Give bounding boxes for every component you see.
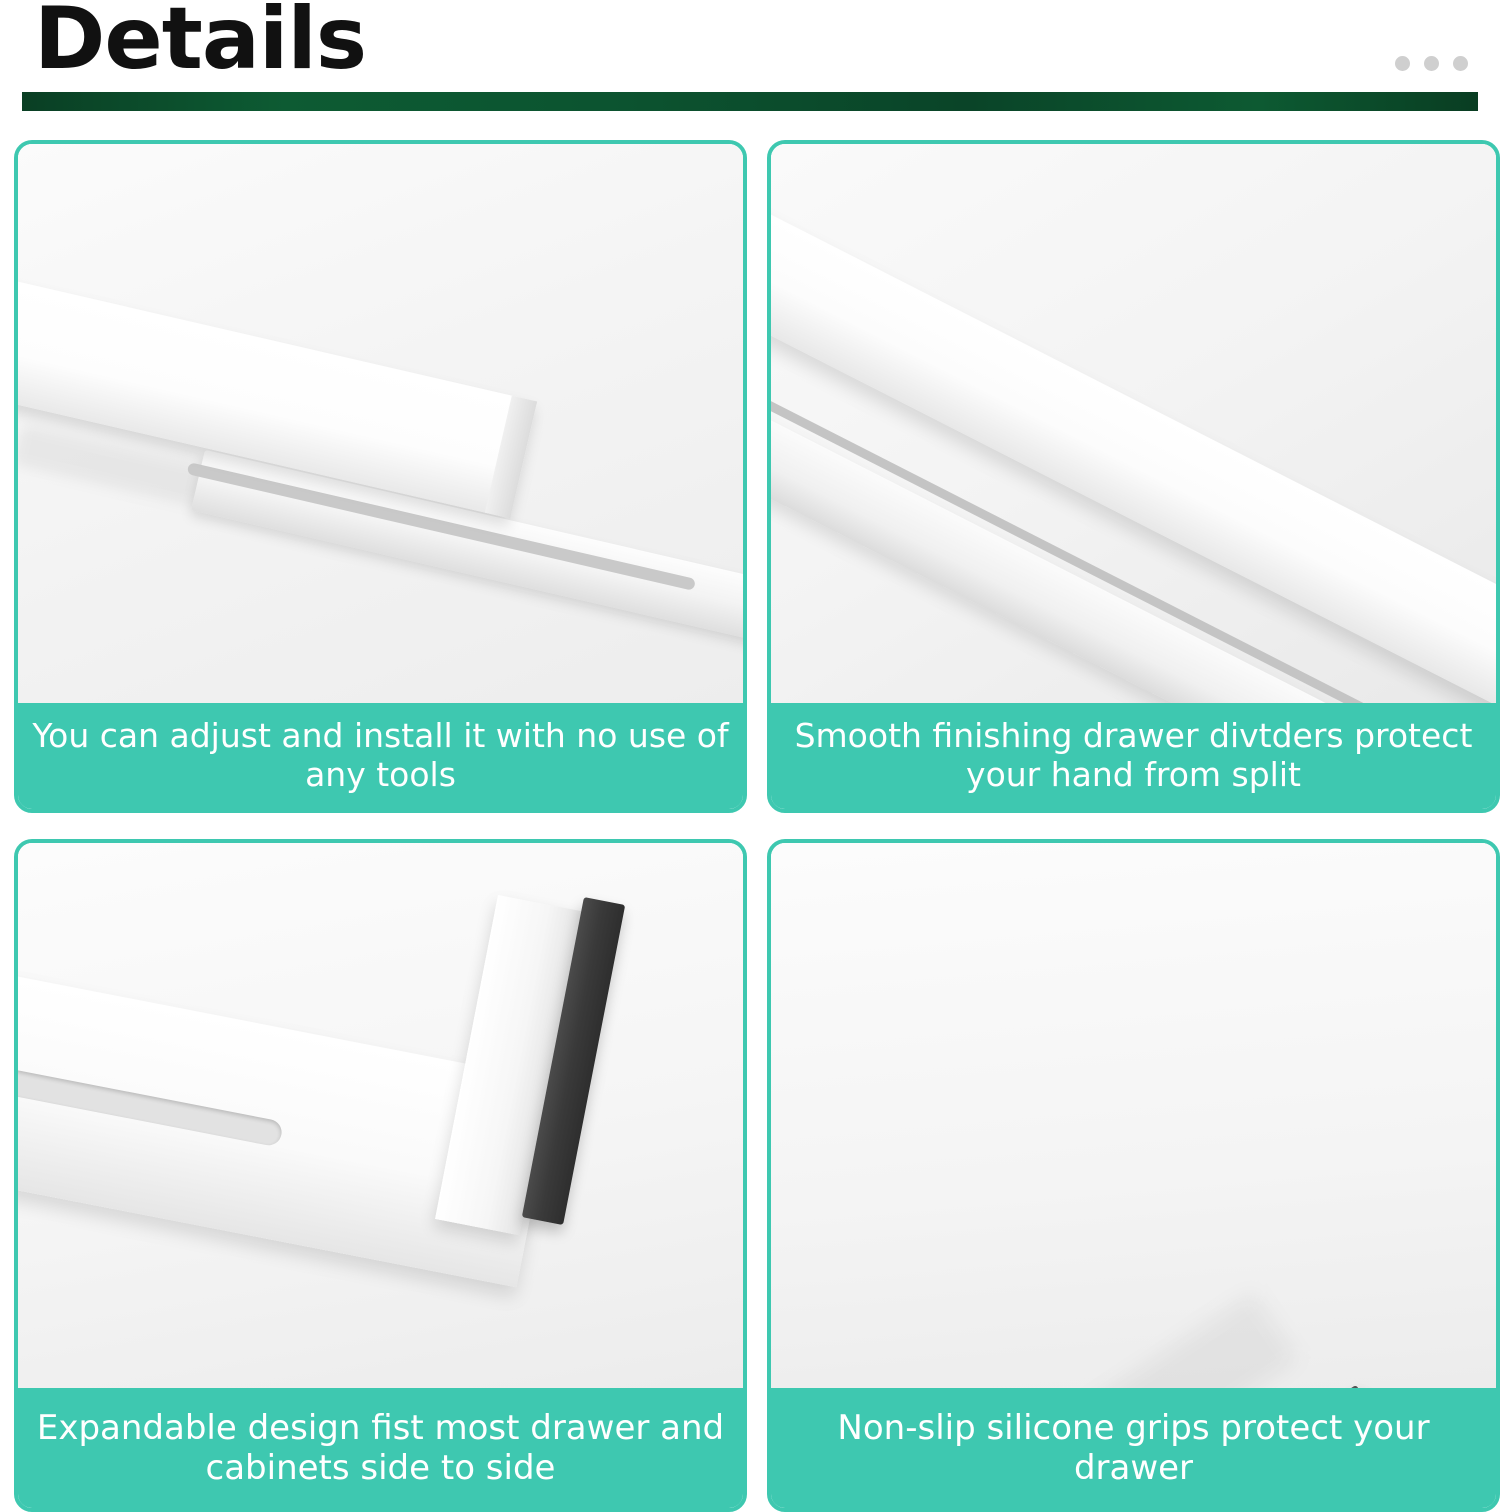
- card-2-image: [771, 144, 1496, 703]
- adjustment-slot: [18, 1057, 284, 1147]
- page-title: Details: [34, 0, 367, 89]
- dot-2-icon: [1424, 56, 1439, 71]
- card-adjust-install: [14, 140, 747, 813]
- card-4-image: [771, 843, 1496, 1388]
- card-2-caption: Smooth finishing drawer divtders protect your hand from split: [771, 703, 1496, 809]
- card-3-caption: Expandable design fist most drawer and cabinets side to side: [18, 1388, 743, 1508]
- card-expandable-design: [14, 839, 747, 1512]
- dot-3-icon: [1453, 56, 1468, 71]
- photo-background: [771, 843, 1496, 1388]
- card-3-image: [18, 843, 743, 1388]
- card-1-image: [18, 144, 743, 703]
- card-smooth-finishing: [767, 140, 1500, 813]
- card-non-slip-grips: [767, 839, 1500, 1512]
- page-header: [14, 0, 1486, 118]
- card-4-caption: Non-slip silicone grips protect your drawer: [771, 1388, 1496, 1508]
- card-1-caption: You can adjust and install it with no use of any tools: [18, 703, 743, 809]
- header-divider: [22, 92, 1478, 111]
- dot-1-icon: [1395, 56, 1410, 71]
- details-card-grid: [14, 140, 1486, 1512]
- dot-indicator-group: [1395, 56, 1468, 71]
